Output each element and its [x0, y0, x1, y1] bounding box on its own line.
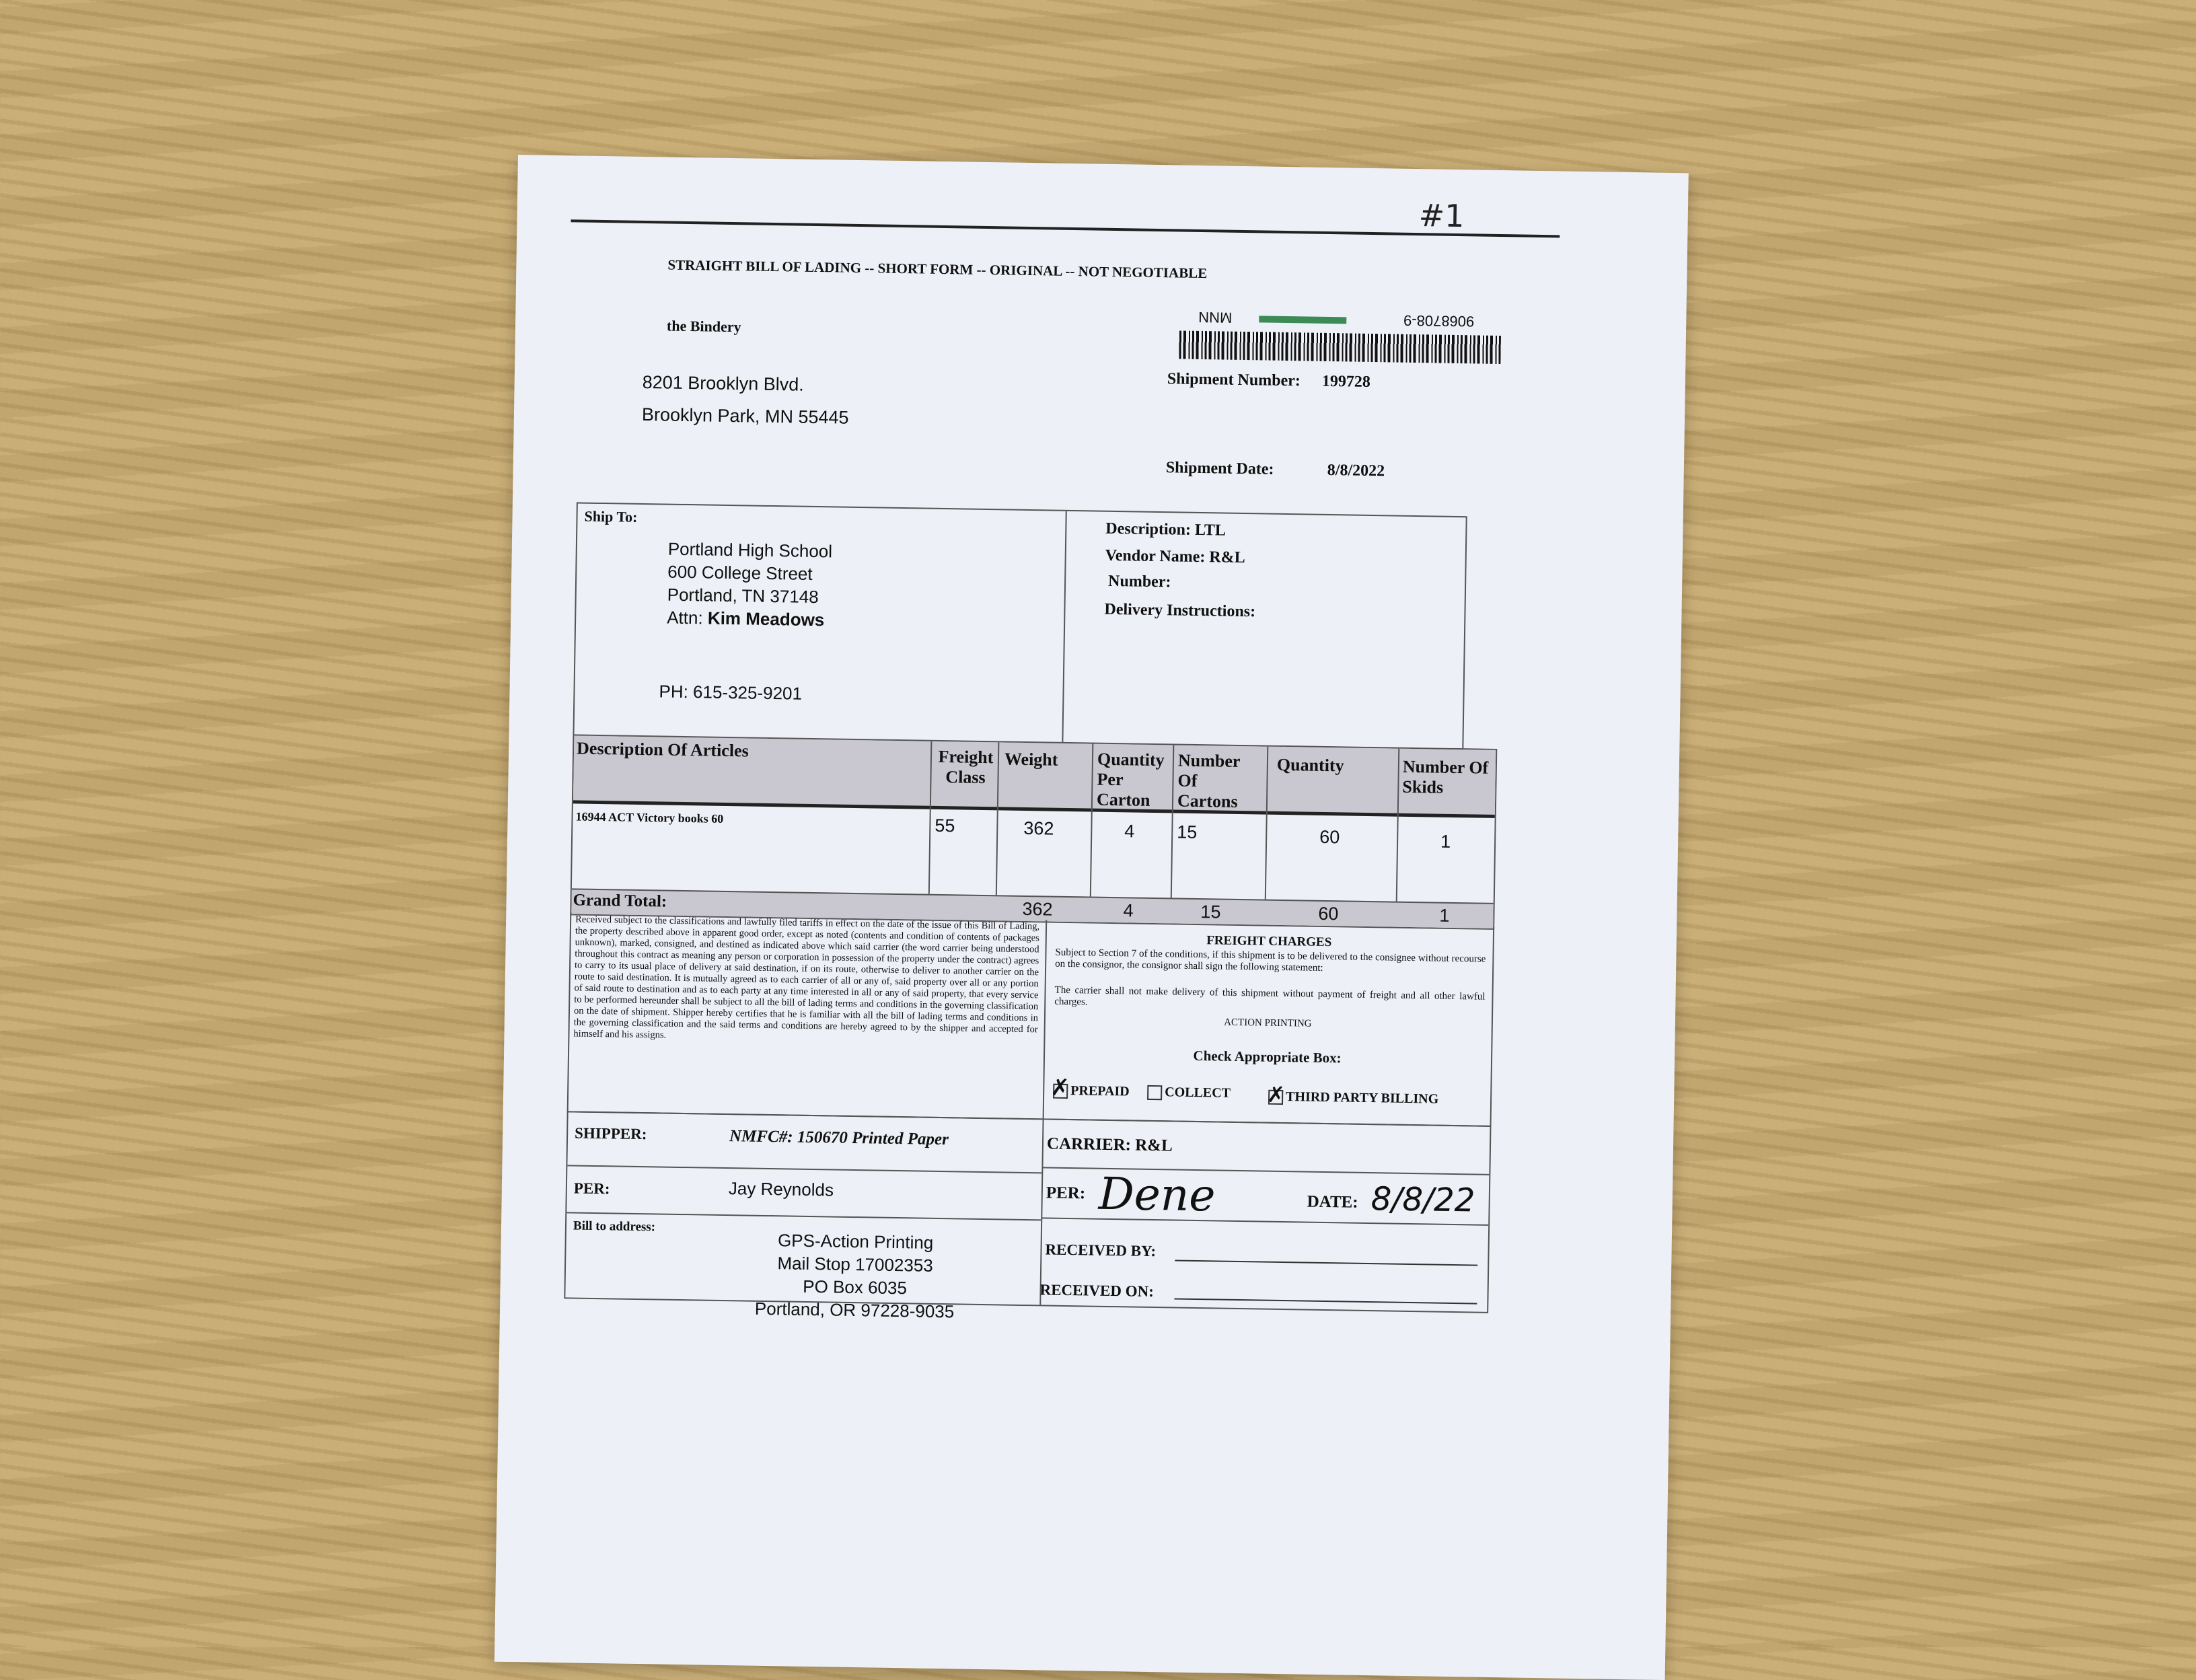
- per-name: Jay Reynolds: [728, 1178, 834, 1200]
- third-party-checkbox[interactable]: [1266, 1082, 1286, 1108]
- top-rule: [571, 219, 1560, 238]
- barcode-code: MNN: [1198, 308, 1233, 326]
- row-freight-class: 55: [935, 815, 955, 836]
- ship-to-label: Ship To:: [584, 507, 638, 525]
- ship-to-street: 600 College Street: [667, 561, 813, 584]
- row-description: 16944 ACT Victory books 60: [575, 809, 724, 826]
- from-address-line-1: 8201 Brooklyn Blvd.: [642, 371, 805, 395]
- nmfc-text: NMFC#: 150670 Printed Paper: [729, 1127, 949, 1149]
- bill-to-line-4: Portland, OR 97228-9035: [754, 1298, 955, 1322]
- legal-terms-text: Received subject to the classifications and lawfully filed tariffs in effect on the date of the issue of this Bill of Lading, the property described above in apparent good order, except as noted (contents and condition of contents of packages unknown), marked, consigned, and destined as indicated above which said carrier (the word carrier being understood throughout this contract as meaning any person or corporation in possession of the property under the contract) agrees to carry to its usual place of delivery at said destination, if on its route, otherwise to deliver to another carrier on the route to said destination. It is mutually agreed as to each carrier of all or any of, said property over all or any portion of said route to destination and as to each party at any time interested in all or any of said property, that every service to be performed hereunder shall be subject to all the bill of lading terms and conditions in the governing classification on the date of shipment. Shipper hereby certifies that he is familiar with all the bill of lading terms and conditions in the governing classification and the said terms and conditions are hereby agreed to by the shipper and accepted for himself and his assigns.: [573, 914, 1040, 1041]
- signature-divider: [1039, 1120, 1044, 1305]
- collect-option[interactable]: [1147, 1085, 1231, 1101]
- header-description: Description Of Articles: [576, 738, 749, 761]
- header-num-skids: Number Of Skids: [1402, 756, 1489, 797]
- received-on-line: [1174, 1299, 1477, 1305]
- total-num-skids: 1: [1439, 905, 1450, 926]
- barcode: [1164, 299, 1514, 365]
- handwritten-mark: #1: [1418, 197, 1465, 235]
- attn-name: Kim Meadows: [707, 608, 825, 630]
- received-by-label: RECEIVED BY:: [1045, 1241, 1157, 1260]
- collect-checkbox[interactable]: [1147, 1085, 1162, 1100]
- header-num-cartons: Number Of Cartons: [1177, 750, 1241, 811]
- shipment-date: 8/8/2022: [1327, 461, 1385, 480]
- shipper-label: SHIPPER:: [574, 1124, 647, 1143]
- action-printing-label: ACTION PRINTING: [1224, 1017, 1312, 1029]
- row-qty-per-carton: 4: [1124, 821, 1135, 842]
- carrier-label: CARRIER: R&L: [1046, 1134, 1173, 1155]
- third-party-option[interactable]: [1266, 1082, 1439, 1108]
- prepaid-option[interactable]: [1050, 1074, 1130, 1102]
- row-weight: 362: [1023, 817, 1054, 839]
- ship-to-divider: [1062, 511, 1066, 743]
- row-num-cartons: 15: [1177, 821, 1198, 842]
- freight-charges-title: FREIGHT CHARGES: [1206, 933, 1332, 950]
- shipment-number-label: Shipment Number:: [1167, 370, 1301, 390]
- header-quantity: Quantity: [1276, 754, 1344, 776]
- received-on-label: RECEIVED ON:: [1039, 1281, 1155, 1301]
- date-value: 8/8/22: [1370, 1180, 1475, 1220]
- row-quantity: 60: [1319, 826, 1340, 848]
- terms-section: [567, 912, 1494, 1127]
- bill-to-line-2: Mail Stop 17002353: [777, 1253, 934, 1276]
- carrier-note-text: The carrier shall not make delivery of this shipment without payment of freight and all other lawful charges.: [1054, 984, 1486, 1008]
- detail-vendor: Vendor Name: R&L: [1105, 546, 1245, 567]
- section-7-text: Subject to Section 7 of the conditions, if this shipment is to be delivered to the consignee without recourse on the consignor, the consignor shall sign the following statement:: [1055, 947, 1486, 974]
- header-qty-per-carton: Quantity Per Carton: [1096, 749, 1165, 810]
- total-qty-per-carton: 4: [1123, 900, 1134, 921]
- third-party-label: THIRD PARTY BILLING: [1285, 1089, 1439, 1107]
- prepaid-check-x-icon: ✗: [1050, 1074, 1070, 1102]
- shipper-rule: [567, 1165, 1041, 1173]
- ship-to-box: [573, 502, 1467, 751]
- grand-total-label: Grand Total:: [573, 891, 667, 911]
- barcode-number: 9068708-9: [1403, 312, 1475, 330]
- carrier-signature: Dene: [1098, 1167, 1216, 1222]
- prepaid-label: PREPAID: [1070, 1083, 1130, 1099]
- barcode-bars: [1177, 330, 1501, 364]
- total-num-cartons: 15: [1200, 902, 1221, 922]
- shipment-date-label: Shipment Date:: [1165, 459, 1274, 478]
- per-label: PER:: [573, 1179, 610, 1198]
- received-by-line: [1175, 1260, 1477, 1266]
- ship-to-city: Portland, TN 37148: [667, 584, 819, 608]
- total-weight: 362: [1022, 898, 1053, 920]
- collect-label: COLLECT: [1165, 1085, 1231, 1101]
- total-quantity: 60: [1318, 903, 1339, 924]
- carrier-per-label: PER:: [1046, 1183, 1086, 1203]
- document-title: STRAIGHT BILL OF LADING -- SHORT FORM -- ORIGINAL -- NOT NEGOTIABLE: [667, 256, 1208, 282]
- ship-to-name: Portland High School: [667, 538, 833, 562]
- barcode-stripe: [1259, 316, 1346, 324]
- signature-section: [564, 1111, 1491, 1322]
- check-box-label: Check Appropriate Box:: [1193, 1047, 1342, 1066]
- date-label: DATE:: [1307, 1192, 1358, 1212]
- bill-to-line-3: PO Box 6035: [803, 1276, 908, 1299]
- prepaid-checkbox[interactable]: [1050, 1074, 1070, 1102]
- from-name: the Bindery: [666, 317, 741, 336]
- row-num-skids: 1: [1440, 831, 1451, 852]
- bill-of-lading-sheet: [495, 155, 1689, 1680]
- header-weight: Weight: [1004, 749, 1058, 770]
- articles-table: [570, 734, 1497, 930]
- ship-to-phone: PH: 615-325-9201: [659, 681, 803, 704]
- header-freight-class: Freight Class: [938, 746, 994, 788]
- detail-delivery: Delivery Instructions:: [1104, 600, 1256, 621]
- third-party-check-x-icon: ✗: [1266, 1082, 1286, 1108]
- detail-description: Description: LTL: [1105, 519, 1227, 540]
- bill-to-label: Bill to address:: [573, 1218, 656, 1235]
- shipment-number: 199728: [1321, 372, 1371, 391]
- detail-number: Number:: [1107, 572, 1171, 591]
- bill-to-line-1: GPS-Action Printing: [777, 1230, 934, 1253]
- attn-label: Attn:: [666, 607, 703, 628]
- from-address-line-2: Brooklyn Park, MN 55445: [641, 404, 849, 428]
- ship-to-attn: [667, 608, 825, 631]
